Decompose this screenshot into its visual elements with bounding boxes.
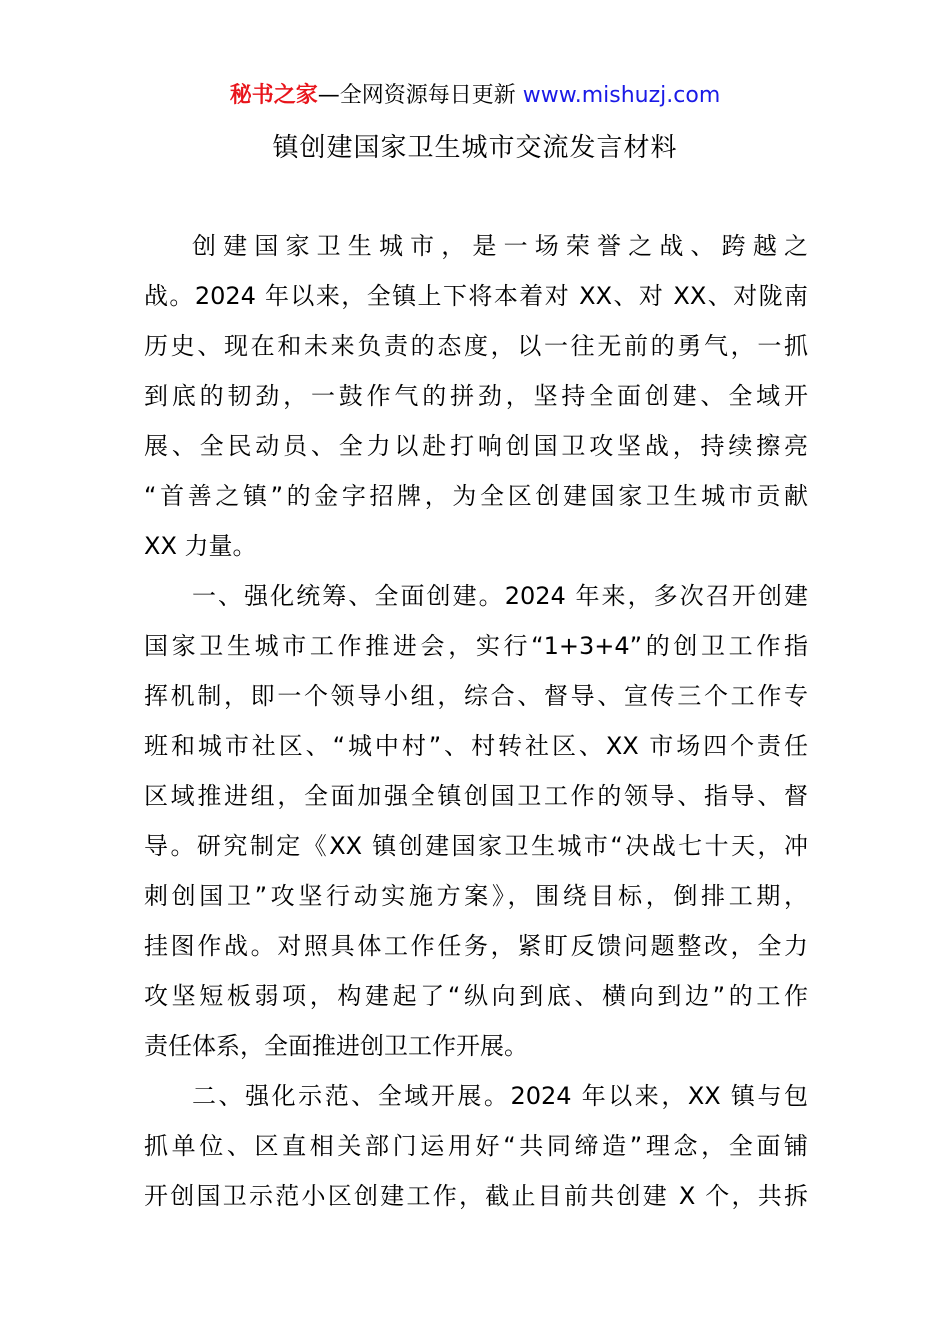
paragraph-intro-line: “首善之镇”的金字招牌，为全区创建国家卫生城市贡献 — [144, 482, 808, 510]
paragraph-section-1-line: 攻坚短板弱项，构建起了“纵向到底、横向到边”的工作 — [144, 982, 808, 1010]
paragraph-intro-line: 到底的韧劲，一鼓作气的拼劲，坚持全面创建、全域开 — [144, 382, 808, 410]
paragraph-section-1-line: 导。研究制定《XX 镇创建国家卫生城市“决战七十天，冲 — [144, 832, 808, 860]
paragraph-section-2-line: 开创国卫示范小区创建工作，截止目前共创建 X 个，共拆 — [144, 1182, 808, 1210]
paragraph-intro-line: 创建国家卫生城市，是一场荣誉之战、跨越之 — [192, 232, 808, 260]
document-title: 镇创建国家卫生城市交流发言材料 — [272, 133, 678, 163]
site-url-link[interactable]: www.mishuzj.com — [522, 83, 721, 108]
paragraph-section-2-line: 抓单位、区直相关部门运用好“共同缔造”理念，全面铺 — [144, 1132, 808, 1160]
paragraph-section-1-line: 一、强化统筹、全面创建。2024 年来，多次召开创建 — [192, 582, 808, 610]
paragraph-intro-line: XX 力量。 — [144, 532, 257, 560]
paragraph-intro-line: 历史、现在和未来负责的态度，以一往无前的勇气，一抓 — [144, 332, 808, 360]
paragraph-section-1-line: 刺创国卫”攻坚行动实施方案》，围绕目标，倒排工期， — [144, 882, 808, 910]
site-tagline: —全网资源每日更新 — [317, 83, 523, 108]
paragraph-section-1-line: 挥机制，即一个领导小组，综合、督导、宣传三个工作专 — [144, 682, 808, 710]
paragraph-intro-line: 战。2024 年以来，全镇上下将本着对 XX、对 XX、对陇南 — [144, 282, 808, 310]
paragraph-section-2-line: 二、强化示范、全域开展。2024 年以来，XX 镇与包 — [192, 1082, 808, 1110]
document-body — [144, 228, 808, 1228]
paragraph-section-1-line: 国家卫生城市工作推进会，实行“1+3+4”的创卫工作指 — [144, 632, 808, 660]
site-header — [0, 80, 950, 112]
paragraph-intro-line: 展、全民动员、全力以赴打响创国卫攻坚战，持续擦亮 — [144, 432, 808, 460]
paragraph-section-1-line: 班和城市社区、“城中村”、村转社区、XX 市场四个责任 — [144, 732, 808, 760]
paragraph-section-1-line: 挂图作战。对照具体工作任务，紧盯反馈问题整改，全力 — [144, 932, 808, 960]
paragraph-section-1-line: 责任体系，全面推进创卫工作开展。 — [144, 1032, 528, 1060]
paragraph-section-1-line: 区域推进组，全面加强全镇创国卫工作的领导、指导、督 — [144, 782, 808, 810]
brand-name: 秘书之家 — [229, 83, 318, 108]
